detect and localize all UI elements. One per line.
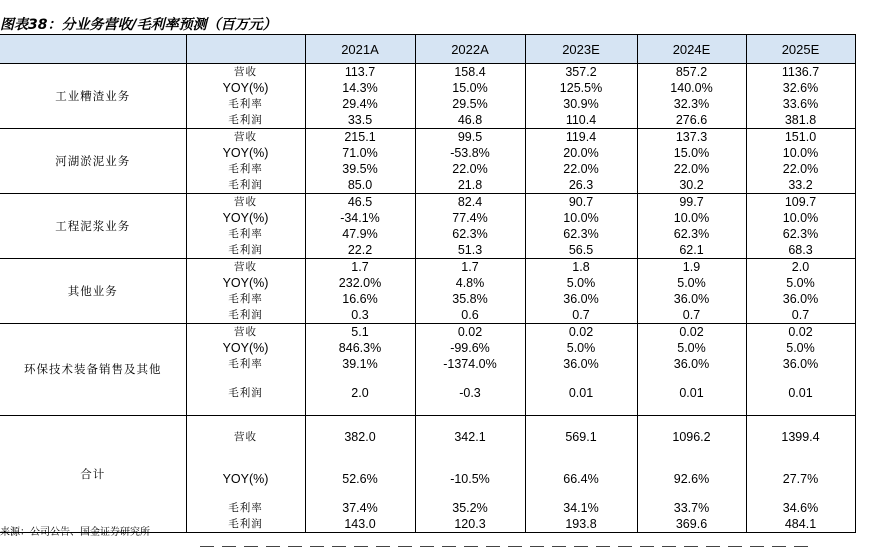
metric-label-cell: YOY(%): [186, 145, 305, 161]
value-cell: 46.5: [305, 194, 415, 211]
header-year-cell: 2025E: [746, 35, 855, 64]
metric-label-cell: 毛利率: [186, 356, 305, 372]
value-cell: 52.6%: [305, 458, 415, 500]
value-cell: 143.0: [305, 516, 415, 533]
metric-label-cell: 毛利率: [186, 500, 305, 516]
value-cell: 1.8: [525, 259, 637, 276]
value-cell: 140.0%: [637, 80, 746, 96]
value-cell: 5.0%: [525, 340, 637, 356]
value-cell: 71.0%: [305, 145, 415, 161]
value-cell: 36.0%: [525, 356, 637, 372]
value-cell: 0.3: [305, 307, 415, 324]
value-cell: 68.3: [746, 242, 855, 259]
metric-label-cell: 毛利率: [186, 226, 305, 242]
value-cell: 15.0%: [637, 145, 746, 161]
value-cell: 29.5%: [415, 96, 525, 112]
value-cell: 92.6%: [637, 458, 746, 500]
value-cell: 110.4: [525, 112, 637, 129]
value-cell: 113.7: [305, 64, 415, 81]
value-cell: -1374.0%: [415, 356, 525, 372]
value-cell: 1399.4: [746, 416, 855, 459]
value-cell: 109.7: [746, 194, 855, 211]
value-cell: 857.2: [637, 64, 746, 81]
value-cell: 5.0%: [525, 275, 637, 291]
header-year-cell: 2021A: [305, 35, 415, 64]
value-cell: 382.0: [305, 416, 415, 459]
value-cell: 32.6%: [746, 80, 855, 96]
table-row: [0, 194, 855, 211]
value-cell: 77.4%: [415, 210, 525, 226]
value-cell: 215.1: [305, 129, 415, 146]
value-cell: 90.7: [525, 194, 637, 211]
value-cell: 5.0%: [637, 340, 746, 356]
table-row: [0, 259, 855, 276]
value-cell: 62.1: [637, 242, 746, 259]
value-cell: 137.3: [637, 129, 746, 146]
metric-label-cell: YOY(%): [186, 80, 305, 96]
value-cell: 36.0%: [637, 356, 746, 372]
value-cell: 62.3%: [637, 226, 746, 242]
value-cell: 193.8: [525, 516, 637, 533]
value-cell: 0.02: [415, 324, 525, 341]
source-note: 来源：公司公告、国金证券研究所: [0, 527, 150, 538]
value-cell: 34.1%: [525, 500, 637, 516]
header-year-cell: 2023E: [525, 35, 637, 64]
segment-name-cell: 环保技术装备销售及其他: [0, 324, 186, 416]
value-cell: 27.7%: [746, 458, 855, 500]
value-cell: 37.4%: [305, 500, 415, 516]
value-cell: 46.8: [415, 112, 525, 129]
metric-label-cell: 营收: [186, 194, 305, 211]
value-cell: 56.5: [525, 242, 637, 259]
metric-label-cell: 毛利率: [186, 161, 305, 177]
value-cell: 1136.7: [746, 64, 855, 81]
forecast-table: [0, 34, 856, 533]
value-cell: 484.1: [746, 516, 855, 533]
value-cell: 30.9%: [525, 96, 637, 112]
value-cell: 10.0%: [637, 210, 746, 226]
header-blank-metric-cell: [186, 35, 305, 64]
segment-name-cell: 河湖淤泥业务: [0, 129, 186, 194]
metric-label-cell: 毛利润: [186, 516, 305, 533]
value-cell: 0.7: [525, 307, 637, 324]
header-year-cell: 2022A: [415, 35, 525, 64]
value-cell: 119.4: [525, 129, 637, 146]
metric-label-cell: 毛利率: [186, 291, 305, 307]
metric-label-cell: YOY(%): [186, 340, 305, 356]
value-cell: 1.7: [305, 259, 415, 276]
value-cell: 0.01: [637, 372, 746, 416]
value-cell: 33.7%: [637, 500, 746, 516]
value-cell: 22.0%: [746, 161, 855, 177]
metric-label-cell: 毛利润: [186, 242, 305, 259]
value-cell: 5.1: [305, 324, 415, 341]
value-cell: 0.01: [525, 372, 637, 416]
table-row: [0, 129, 855, 146]
value-cell: 14.3%: [305, 80, 415, 96]
value-cell: 22.0%: [525, 161, 637, 177]
value-cell: 16.6%: [305, 291, 415, 307]
value-cell: 569.1: [525, 416, 637, 459]
value-cell: 10.0%: [525, 210, 637, 226]
segment-name-cell: 其他业务: [0, 259, 186, 324]
metric-label-cell: 营收: [186, 64, 305, 81]
header-year-cell: 2024E: [637, 35, 746, 64]
value-cell: 39.5%: [305, 161, 415, 177]
header-row: [0, 35, 855, 64]
value-cell: 36.0%: [746, 291, 855, 307]
value-cell: 5.0%: [746, 275, 855, 291]
value-cell: 62.3%: [746, 226, 855, 242]
value-cell: 51.3: [415, 242, 525, 259]
value-cell: 33.6%: [746, 96, 855, 112]
value-cell: 1.7: [415, 259, 525, 276]
value-cell: 34.6%: [746, 500, 855, 516]
metric-label-cell: 营收: [186, 129, 305, 146]
value-cell: 10.0%: [746, 210, 855, 226]
metric-label-cell: 毛利润: [186, 307, 305, 324]
value-cell: 846.3%: [305, 340, 415, 356]
value-cell: 0.02: [525, 324, 637, 341]
value-cell: 2.0: [746, 259, 855, 276]
value-cell: 99.5: [415, 129, 525, 146]
metric-label-cell: 营收: [186, 416, 305, 459]
value-cell: 369.6: [637, 516, 746, 533]
value-cell: 15.0%: [415, 80, 525, 96]
value-cell: 22.0%: [637, 161, 746, 177]
value-cell: 5.0%: [637, 275, 746, 291]
value-cell: 0.7: [637, 307, 746, 324]
segment-name-cell: 工程泥浆业务: [0, 194, 186, 259]
value-cell: 1096.2: [637, 416, 746, 459]
value-cell: 0.02: [637, 324, 746, 341]
value-cell: 158.4: [415, 64, 525, 81]
value-cell: 381.8: [746, 112, 855, 129]
value-cell: 21.8: [415, 177, 525, 194]
value-cell: 1.9: [637, 259, 746, 276]
value-cell: 82.4: [415, 194, 525, 211]
value-cell: 30.2: [637, 177, 746, 194]
value-cell: 29.4%: [305, 96, 415, 112]
value-cell: 125.5%: [525, 80, 637, 96]
segment-name-cell: 工业糟渣业务: [0, 64, 186, 129]
table-row: [0, 64, 855, 81]
table-title: 图表38：分业务营收/毛利率预测（百万元）: [0, 17, 277, 33]
header-blank-cell: [0, 35, 186, 64]
value-cell: 36.0%: [525, 291, 637, 307]
value-cell: 0.6: [415, 307, 525, 324]
value-cell: 35.8%: [415, 291, 525, 307]
metric-label-cell: 毛利润: [186, 112, 305, 129]
value-cell: 62.3%: [415, 226, 525, 242]
value-cell: 357.2: [525, 64, 637, 81]
metric-label-cell: 毛利润: [186, 372, 305, 416]
metric-label-cell: 毛利润: [186, 177, 305, 194]
value-cell: 66.4%: [525, 458, 637, 500]
value-cell: 33.5: [305, 112, 415, 129]
forecast-table-frame: [0, 34, 855, 531]
value-cell: 20.0%: [525, 145, 637, 161]
value-cell: -0.3: [415, 372, 525, 416]
value-cell: 35.2%: [415, 500, 525, 516]
value-cell: -34.1%: [305, 210, 415, 226]
table-row: [0, 416, 855, 459]
value-cell: 47.9%: [305, 226, 415, 242]
value-cell: -10.5%: [415, 458, 525, 500]
value-cell: 0.01: [746, 372, 855, 416]
value-cell: 39.1%: [305, 356, 415, 372]
cropped-footer-text: [200, 540, 840, 547]
metric-label-cell: 营收: [186, 259, 305, 276]
value-cell: 276.6: [637, 112, 746, 129]
table-row: [0, 324, 855, 341]
value-cell: 2.0: [305, 372, 415, 416]
value-cell: 36.0%: [637, 291, 746, 307]
value-cell: 120.3: [415, 516, 525, 533]
value-cell: 36.0%: [746, 356, 855, 372]
value-cell: 0.7: [746, 307, 855, 324]
value-cell: 62.3%: [525, 226, 637, 242]
value-cell: 99.7: [637, 194, 746, 211]
metric-label-cell: YOY(%): [186, 275, 305, 291]
value-cell: 32.3%: [637, 96, 746, 112]
value-cell: 10.0%: [746, 145, 855, 161]
value-cell: 5.0%: [746, 340, 855, 356]
metric-label-cell: YOY(%): [186, 210, 305, 226]
value-cell: 151.0: [746, 129, 855, 146]
value-cell: 22.2: [305, 242, 415, 259]
value-cell: -99.6%: [415, 340, 525, 356]
value-cell: 26.3: [525, 177, 637, 194]
value-cell: 85.0: [305, 177, 415, 194]
value-cell: 232.0%: [305, 275, 415, 291]
value-cell: 22.0%: [415, 161, 525, 177]
metric-label-cell: 毛利率: [186, 96, 305, 112]
metric-label-cell: YOY(%): [186, 458, 305, 500]
value-cell: 342.1: [415, 416, 525, 459]
value-cell: 33.2: [746, 177, 855, 194]
value-cell: 0.02: [746, 324, 855, 341]
value-cell: -53.8%: [415, 145, 525, 161]
segment-name-cell: 合计: [0, 416, 186, 533]
value-cell: 4.8%: [415, 275, 525, 291]
metric-label-cell: 营收: [186, 324, 305, 341]
